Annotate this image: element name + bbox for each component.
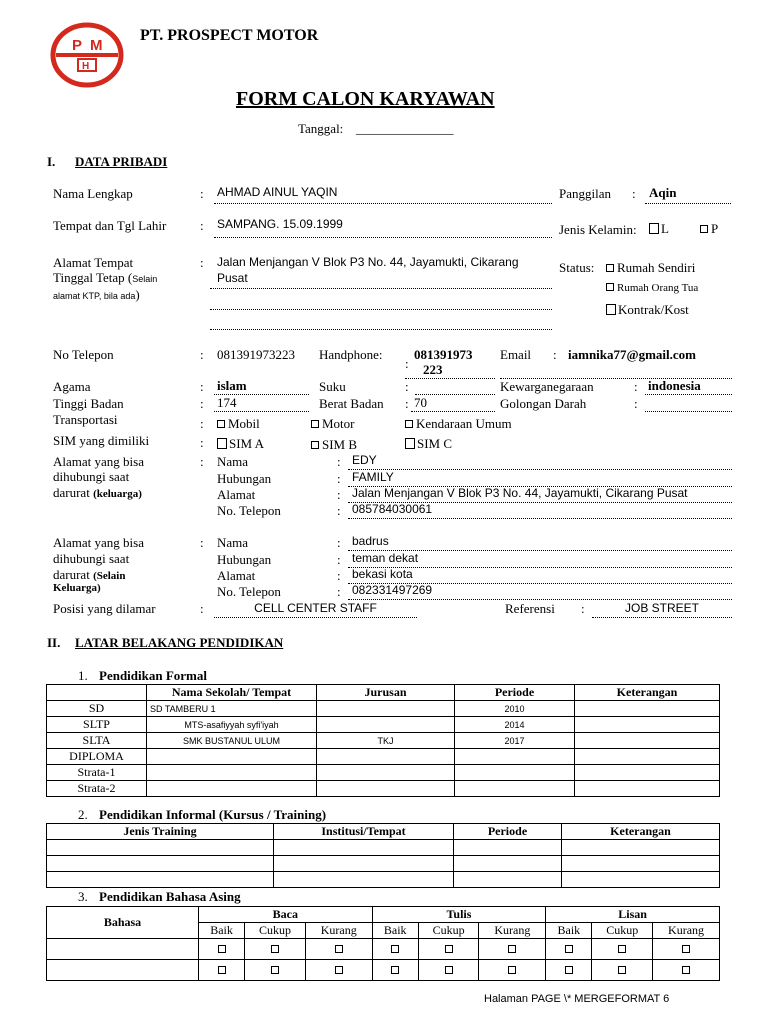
informal-number: 2. [78,807,88,822]
table-row: Strata-2 [47,781,720,797]
ec1-nama-field[interactable]: EDY [348,453,732,470]
section-2-number: II. [47,635,61,650]
ec1-alamat-field[interactable]: Jalan Menjangan V Blok P3 No. 44, Jayamukti, Cikarang Pusat [348,486,732,503]
colon: : [200,347,204,362]
posisi-label: Posisi yang dilamar [53,601,156,616]
suku-label: Suku [319,379,346,394]
ec2-alamat-field[interactable]: bekasi kota [348,567,732,584]
colon: : [337,487,341,502]
table-row: SLTA SMK BUSTANUL ULUM TKJ 2017 [47,733,720,749]
bahasa-title: Pendidikan Bahasa Asing [99,889,241,904]
table-row [47,960,720,981]
colon: : [632,186,636,201]
ttl-label: Tempat dan Tgl Lahir [53,218,167,233]
table-row [47,939,720,960]
colon: : [200,396,204,411]
svg-text:H: H [82,61,90,72]
posisi-field[interactable]: CELL CENTER STAFF [214,600,417,618]
ec1-telp-label: No. Telepon [217,503,281,518]
ec1-hub-field[interactable]: FAMILY [348,470,732,487]
jk-p-checkbox[interactable]: P [700,221,718,237]
checkbox[interactable] [391,966,399,974]
colon: : [405,396,409,411]
svg-text:M: M [90,37,103,54]
formal-number: 1. [78,668,88,683]
table-row [47,840,720,856]
checkbox[interactable] [335,945,343,953]
status-rumah-sendiri[interactable]: Rumah Sendiri [606,260,695,276]
alamat-line-3[interactable] [210,320,552,330]
colon: : [200,435,204,450]
colon: : [200,379,204,394]
email-value[interactable]: iamnika77@gmail.com [568,347,697,362]
colon: : [200,255,204,270]
colon: : [200,601,204,616]
jenis-kelamin-label: Jenis Kelamin: [559,222,637,237]
berat-label: Berat Badan [319,396,384,411]
colon: : [200,535,204,550]
formal-header: Jurusan [317,685,455,701]
checkbox[interactable] [682,945,690,953]
date-label: Tanggal: [298,121,344,136]
agama-field[interactable]: islam [214,378,309,395]
ec2-telp-label: No. Telepon [217,584,281,599]
checkbox[interactable] [218,945,226,953]
panggilan-field[interactable] [645,184,731,204]
checkbox[interactable] [618,966,626,974]
jk-l-checkbox[interactable]: L [649,221,669,237]
checkbox[interactable] [218,966,226,974]
transportasi-label: Transportasi [53,412,118,427]
ec1-label-1: Alamat yang bisa [53,454,144,469]
tinggi-label: Tinggi Badan [53,396,124,411]
referensi-field[interactable]: JOB STREET [592,600,732,618]
ec2-nama-field[interactable]: badrus [348,534,732,551]
tinggi-field[interactable]: 174 [214,395,309,412]
ec1-label-2: dihubungi saat [53,469,130,484]
email-label: Email [500,347,532,362]
formal-title: Pendidikan Formal [99,668,207,683]
colon: : [634,396,638,411]
formal-header: Keterangan [575,685,720,701]
ec2-hub-field[interactable]: teman dekat [348,551,732,568]
checkbox[interactable] [508,966,516,974]
colon: : [581,601,585,616]
alamat-label-3: alamat KTP, bila ada) [53,287,140,302]
checkbox[interactable] [618,945,626,953]
hp-label: Handphone: [319,347,383,362]
checkbox[interactable] [565,945,573,953]
section-1-number: I. [47,154,56,169]
colon: : [337,503,341,518]
colon: : [553,347,557,362]
kewarganegaraan-field[interactable]: indonesia [645,378,732,395]
date-field[interactable]: _______________ [356,121,454,136]
sim-label: SIM yang dimiliki [53,433,150,448]
section-2-title: LATAR BELAKANG PENDIDIKAN [75,635,284,650]
colon: : [337,454,341,469]
ec2-label-3: darurat (Selain [53,567,126,582]
language-table: Bahasa Baca Tulis Lisan Baik Cukup Kurang Baik Cukup Kurang Baik Cukup Kurang [46,906,720,981]
checkbox[interactable] [565,966,573,974]
alamat-value-2: Pusat [217,271,248,285]
ec1-alamat-label: Alamat [217,487,256,502]
colon: : [200,218,204,233]
formal-header: Nama Sekolah/ Tempat [147,685,317,701]
formal-header [47,685,147,701]
ttl-field[interactable] [214,216,552,238]
colon: : [337,535,341,550]
golongan-darah-field[interactable] [645,395,732,412]
checkbox[interactable] [445,945,453,953]
status-rumah-orang-tua[interactable]: Rumah Orang Tua [606,282,698,294]
sim-b-checkbox[interactable]: SIM B [311,437,357,453]
form-title: FORM CALON KARYAWAN [236,88,495,110]
colon: : [337,584,341,599]
panggilan-value: Aqin [649,185,677,200]
checkbox[interactable] [271,966,279,974]
ec2-nama-label: Nama [217,535,249,550]
ec2-telp-field[interactable]: 082331497269 [348,583,732,600]
ec1-telp-field[interactable]: 085784030061 [348,502,732,519]
page-footer: Halaman PAGE \* MERGEFORMAT 6 [484,993,670,1005]
trans-umum-checkbox[interactable]: Kendaraan Umum [405,416,512,432]
ec2-hub-label: Hubungan [217,552,272,567]
colon: : [337,471,341,486]
colon: : [634,379,638,394]
trans-mobil-checkbox[interactable]: Mobil [217,416,260,432]
ec1-hub-label: Hubungan [217,471,272,486]
checkbox[interactable] [335,966,343,974]
hp-value-2: 223 [423,362,443,377]
checkbox[interactable] [271,945,279,953]
table-row: SLTP MTS-asafiyyah syfi'iyah 2014 [47,717,720,733]
telp-value[interactable]: 081391973223 [217,347,295,362]
checkbox[interactable] [508,945,516,953]
company-logo [50,22,124,88]
hp-value-1[interactable]: 081391973 [414,347,473,362]
trans-motor-checkbox[interactable]: Motor [311,416,355,432]
table-row: Strata-1 [47,765,720,781]
colon: : [200,416,204,431]
colon: : [405,379,409,394]
golongan-darah-label: Golongan Darah [500,396,587,411]
ec1-nama-label: Nama [217,454,249,469]
informal-title: Pendidikan Informal (Kursus / Training) [99,807,327,822]
suku-field[interactable] [415,378,495,395]
section-1-title: DATA PRIBADI [75,154,168,169]
checkbox[interactable] [445,966,453,974]
alamat-line-2[interactable] [210,300,552,310]
ec2-label-2: dihubungi saat [53,551,130,566]
referensi-label: Referensi [505,601,555,616]
kewarganegaraan-label: Kewarganegaraan [500,379,594,394]
berat-field[interactable]: 70 [411,395,495,412]
telp-label: No Telepon [53,347,114,362]
colon: : [405,356,409,371]
table-row [47,856,720,872]
nama-value: AHMAD AINUL YAQIN [217,185,338,199]
ttl-value: SAMPANG. 15.09.1999 [217,217,343,231]
table-row: SD SD TAMBERU 1 2010 [47,701,720,717]
alamat-label-1: Alamat Tempat [53,255,134,270]
informal-education-table: Jenis Training Institusi/Tempat Periode Keterangan [46,823,720,888]
checkbox[interactable] [682,966,690,974]
nama-label: Nama Lengkap [53,186,133,201]
alamat-label-2: Tinggal Tetap (Selain [53,270,158,285]
status-kontrak-kost[interactable]: Kontrak/Kost [606,302,689,318]
ec2-alamat-label: Alamat [217,568,256,583]
alamat-value-1: Jalan Menjangan V Blok P3 No. 44, Jayamukti, Cikarang [217,255,519,269]
ec2-label-4: Keluarga) [53,582,101,594]
sim-a-checkbox[interactable]: SIM A [217,436,264,452]
sim-c-checkbox[interactable]: SIM C [405,436,452,452]
svg-text:P: P [72,37,83,54]
colon: : [200,186,204,201]
ec2-label-1: Alamat yang bisa [53,535,144,550]
agama-label: Agama [53,379,91,394]
checkbox[interactable] [391,945,399,953]
ec1-label-3: darurat (keluarga) [53,485,142,500]
table-row [47,872,720,888]
colon: : [200,454,204,469]
colon: : [337,568,341,583]
formal-header: Periode [455,685,575,701]
company-name: PT. PROSPECT MOTOR [140,27,319,44]
table-row: DIPLOMA [47,749,720,765]
panggilan-label: Panggilan [559,186,611,201]
bahasa-number: 3. [78,889,88,904]
colon: : [337,552,341,567]
alamat-field[interactable] [210,253,552,289]
status-label: Status: [559,260,595,275]
formal-education-table [46,684,720,797]
nama-field[interactable] [214,184,552,204]
